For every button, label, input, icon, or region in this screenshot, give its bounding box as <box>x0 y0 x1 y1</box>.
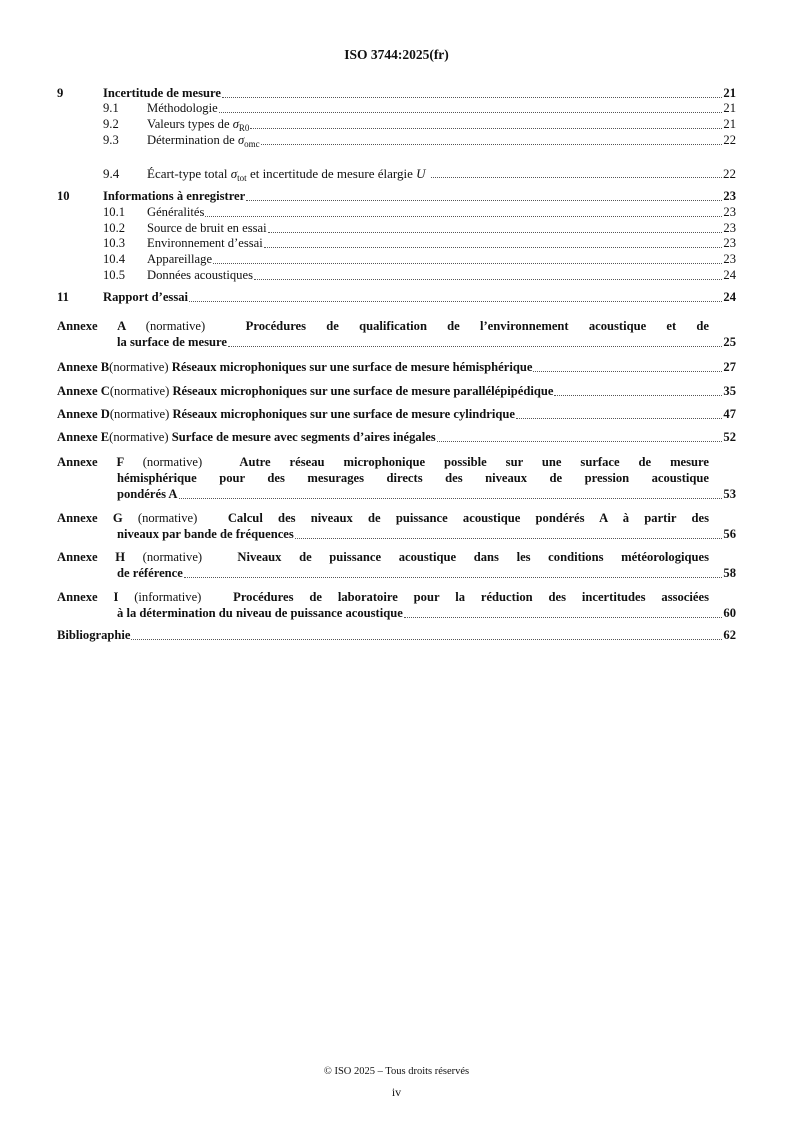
page-number: 53 <box>723 487 736 501</box>
page-number: 21 <box>723 101 736 115</box>
page-number: 47 <box>723 407 736 421</box>
page-number: 23 <box>723 189 736 203</box>
annex-title: pondérés A <box>117 487 178 501</box>
annex-title-line <box>57 549 736 565</box>
dot-leader <box>179 498 723 499</box>
dot-leader <box>131 639 722 640</box>
annex-label: Annexe E <box>57 430 110 444</box>
toc-entry-9-4[interactable] <box>57 166 736 181</box>
page-number-footer: iv <box>391 1085 402 1099</box>
page-number: 58 <box>723 566 736 580</box>
dot-leader <box>404 617 723 618</box>
section-number: 10.5 <box>103 268 126 282</box>
annex-title-line <box>57 510 736 526</box>
dot-leader <box>516 418 722 419</box>
section-number: 10.2 <box>103 221 126 235</box>
toc-entry-9-1[interactable] <box>57 101 736 116</box>
page-number: 23 <box>723 252 736 266</box>
section-number: 10.3 <box>103 236 126 250</box>
title-text: Valeurs types de <box>147 117 233 131</box>
toc-entry-9[interactable] <box>57 86 736 101</box>
annex-title: à la détermination du niveau de puissance acoustique <box>117 606 403 620</box>
annex-type: (normative) <box>142 550 203 564</box>
annex-type: (informative) <box>134 590 202 604</box>
u-symbol: U <box>416 166 426 181</box>
dot-leader <box>533 371 722 372</box>
toc-entry-annex[interactable] <box>57 454 736 502</box>
section-title: Informations à enregistrer <box>103 189 246 203</box>
toc-entry-annex[interactable] <box>57 318 736 350</box>
dot-leader <box>213 263 722 264</box>
title-text: Écart-type total <box>147 166 231 181</box>
page-number: 62 <box>723 628 736 642</box>
dot-leader <box>222 97 722 98</box>
toc-entry-10-1[interactable] <box>57 205 736 220</box>
section-number: 9.4 <box>103 166 120 181</box>
annex-title: Autre réseau microphonique possible sur une surface de mesure <box>239 455 710 469</box>
page-number: 21 <box>723 117 736 131</box>
page-number: 52 <box>723 430 736 444</box>
annex-title: Niveaux de puissance acoustique dans les conditions météorologiques <box>237 550 710 564</box>
annex-label: Annexe F <box>57 455 124 469</box>
annex-title: Réseaux microphoniques sur une surface de mesure parallélépipédique <box>172 384 554 398</box>
section-number: 10 <box>57 189 70 203</box>
toc-entry-10-3[interactable] <box>57 236 736 251</box>
section-title <box>147 133 260 148</box>
section-title: Environnement d’essai <box>147 236 263 250</box>
page-number: 56 <box>723 527 736 541</box>
annex-title: de référence <box>117 566 183 580</box>
page-number: 23 <box>723 205 736 219</box>
toc-entry-10-2[interactable] <box>57 221 736 236</box>
page-number: 22 <box>723 166 736 181</box>
dot-leader <box>261 144 723 145</box>
annex-title: hémisphérique pour des mesurages directs des niveaux de pression acoustique <box>117 471 709 485</box>
sigma-symbol: σ <box>237 133 245 147</box>
annex-title-line <box>57 454 736 470</box>
page-number: 22 <box>723 133 736 147</box>
annex-title-line <box>57 383 736 399</box>
page-number: 24 <box>723 290 736 304</box>
section-number: 10.1 <box>103 205 126 219</box>
annex-title: la surface de mesure <box>117 335 227 349</box>
annex-title: Calcul des niveaux de puissance acoustique pondérés A à partir des <box>227 511 709 525</box>
section-number: 9 <box>57 86 64 100</box>
page-number: 24 <box>723 268 736 282</box>
toc-entry-annex[interactable] <box>57 510 736 542</box>
annex-title-line <box>57 605 736 621</box>
dot-leader <box>189 301 722 302</box>
page-number: 27 <box>723 360 736 374</box>
section-title: Généralités <box>147 205 205 219</box>
toc-entry-annex[interactable] <box>57 429 736 445</box>
annex-title: Surface de mesure avec segments d’aires inégales <box>171 430 436 444</box>
page-number: 21 <box>723 86 736 100</box>
section-title: Bibliographie <box>57 628 131 642</box>
copyright-notice: © ISO 2025 – Tous droits réservés <box>323 1066 470 1077</box>
annex-title-line <box>57 318 736 334</box>
annex-type: (normative) <box>109 407 170 421</box>
dot-leader <box>554 395 722 396</box>
dot-leader <box>246 200 722 201</box>
section-title <box>147 166 425 181</box>
sigma-symbol: σ <box>230 166 238 181</box>
sigma-symbol: σ <box>232 117 239 131</box>
section-title: Incertitude de mesure <box>103 86 221 100</box>
annex-title-line <box>57 526 736 542</box>
dot-leader <box>205 216 722 217</box>
annex-title: Réseaux microphoniques sur une surface de mesure hémisphérique <box>171 360 533 374</box>
section-number: 9.1 <box>103 101 119 115</box>
toc-entry-10-4[interactable] <box>57 252 736 267</box>
annex-label: Annexe H <box>57 550 126 564</box>
toc-entry-bibliography[interactable] <box>57 628 736 643</box>
annex-title-line <box>57 359 736 375</box>
annex-label: Annexe B <box>57 360 110 374</box>
toc-entry-10-5[interactable] <box>57 268 736 283</box>
toc-entry-annex[interactable] <box>57 359 736 375</box>
subscript: omc <box>244 139 260 149</box>
section-title: Méthodologie <box>147 101 218 115</box>
title-text: Détermination de <box>147 133 238 147</box>
annex-type: (normative) <box>109 384 170 398</box>
annex-type: (normative) <box>109 360 169 374</box>
annex-title: Réseaux microphoniques sur une surface de mesure cylindrique <box>172 407 515 421</box>
toc-entry-annex[interactable] <box>57 383 736 399</box>
dot-leader <box>184 577 723 578</box>
section-number: 9.3 <box>103 133 119 147</box>
section-title: Source de bruit en essai <box>147 221 267 235</box>
page-number: 25 <box>723 335 736 349</box>
annex-title: Procédures de laboratoire pour la réduction des incertitudes associées <box>233 590 709 604</box>
dot-leader <box>219 112 723 113</box>
dot-leader <box>264 247 723 248</box>
annex-type: (normative) <box>137 511 198 525</box>
page-number: 23 <box>723 221 736 235</box>
toc-entry-9-2[interactable] <box>57 117 736 132</box>
dot-leader <box>254 279 722 280</box>
annex-label: Annexe C <box>57 384 110 398</box>
page-number: 60 <box>723 606 736 620</box>
section-number: 10.4 <box>103 252 126 266</box>
dot-leader <box>431 177 722 178</box>
toc-entry-annex[interactable] <box>57 589 736 621</box>
annex-title-line <box>57 334 736 350</box>
annex-type: (normative) <box>109 430 169 444</box>
title-text: et incertitude de mesure élargie <box>246 166 417 181</box>
toc-entry-annex[interactable] <box>57 406 736 422</box>
toc-entry-annex[interactable] <box>57 549 736 581</box>
annex-title-line <box>57 470 736 486</box>
section-number: 11 <box>57 290 69 304</box>
annex-label: Annexe A <box>57 319 126 333</box>
toc-entry-11[interactable] <box>57 290 736 305</box>
dot-leader <box>437 441 723 442</box>
section-title <box>147 117 249 132</box>
annex-label: Annexe G <box>57 511 123 525</box>
section-number: 9.2 <box>103 117 119 131</box>
annex-title-line <box>57 429 736 445</box>
document-header: ISO 3744:2025(fr) <box>344 47 449 62</box>
subscript: tot <box>237 173 247 183</box>
section-title: Rapport d’essai <box>103 290 189 304</box>
section-title: Données acoustiques <box>147 268 253 282</box>
annex-type: (normative) <box>145 319 206 333</box>
annex-title-line <box>57 486 736 502</box>
annex-title-line <box>57 589 736 605</box>
dot-leader <box>228 346 722 347</box>
annex-title: Procédures de qualification de l’environnement acoustique et de <box>245 319 710 333</box>
annex-type: (normative) <box>142 455 203 469</box>
dot-leader <box>295 538 723 539</box>
annex-title-line <box>57 565 736 581</box>
toc-entry-10[interactable] <box>57 189 736 204</box>
annex-title: niveaux par bande de fréquences <box>117 527 294 541</box>
page-number: 23 <box>723 236 736 250</box>
toc-entry-9-3[interactable] <box>57 133 736 148</box>
annex-label: Annexe D <box>57 407 110 421</box>
dot-leader <box>250 128 722 129</box>
annex-label: Annexe I <box>57 590 119 604</box>
page-number: 35 <box>723 384 736 398</box>
annex-title-line <box>57 406 736 422</box>
subscript: R0 <box>238 123 250 133</box>
section-title: Appareillage <box>147 252 213 266</box>
dot-leader <box>268 232 723 233</box>
